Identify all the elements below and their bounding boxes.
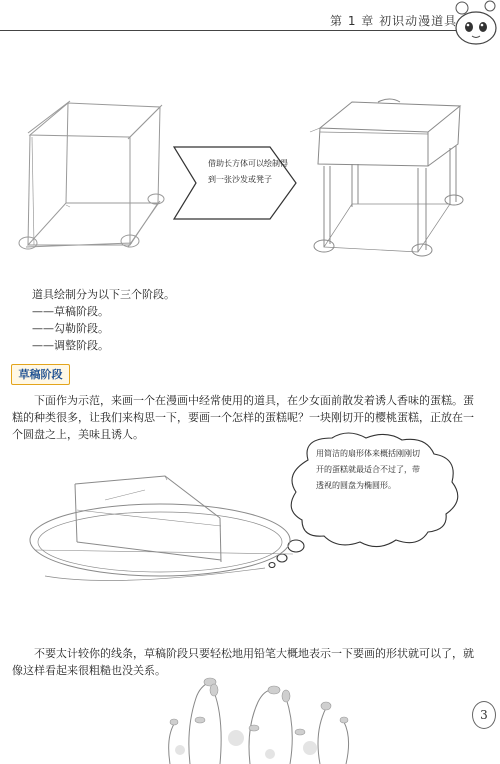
cake-sketch xyxy=(15,470,305,600)
section-title: 草稿阶段 xyxy=(11,364,70,385)
paragraph-tip: 不要太计较你的线条，草稿阶段只要轻松地用铅笔大概地表示一下要画的形状就可以了，就像这样看起来很粗糙也没关系。 xyxy=(12,647,474,677)
header-rule xyxy=(0,30,470,31)
stage-adjust: ——调整阶段。 xyxy=(32,339,109,352)
table-sketch-right xyxy=(300,92,475,267)
callout-text: 借助长方体可以绘制得到一张沙发或凳子 xyxy=(208,159,288,184)
box-sketch-left xyxy=(10,95,170,265)
paragraph-demo: 下面作为示范，来画一个在漫画中经常使用的道具，在少女面前散发着诱人香味的蛋糕。蛋糕的种类很多，让我们来构思一下，要画一个怎样的蛋糕呢？一块刚切开的樱桃蛋糕，正放在一个圆盘之上，美味且诱人。 xyxy=(12,394,474,441)
stage-draft: ——草稿阶段。 xyxy=(32,305,109,318)
chapter-title: 第 1 章 初识动漫道具 xyxy=(330,14,458,28)
thought-bubble-text: 用简洁的扇形体来概括刚刚切开的蛋糕就最适合不过了，带透视的圆盘为椭圆形。 xyxy=(316,449,420,490)
page-number: 3 xyxy=(472,701,496,729)
decorative-plants xyxy=(150,668,370,764)
intro-list xyxy=(32,286,175,354)
intro-lead: 道具绘制分为以下三个阶段。 xyxy=(32,288,175,301)
cartoon-face-icon xyxy=(448,0,500,46)
stage-outline: ——勾勒阶段。 xyxy=(32,322,109,335)
